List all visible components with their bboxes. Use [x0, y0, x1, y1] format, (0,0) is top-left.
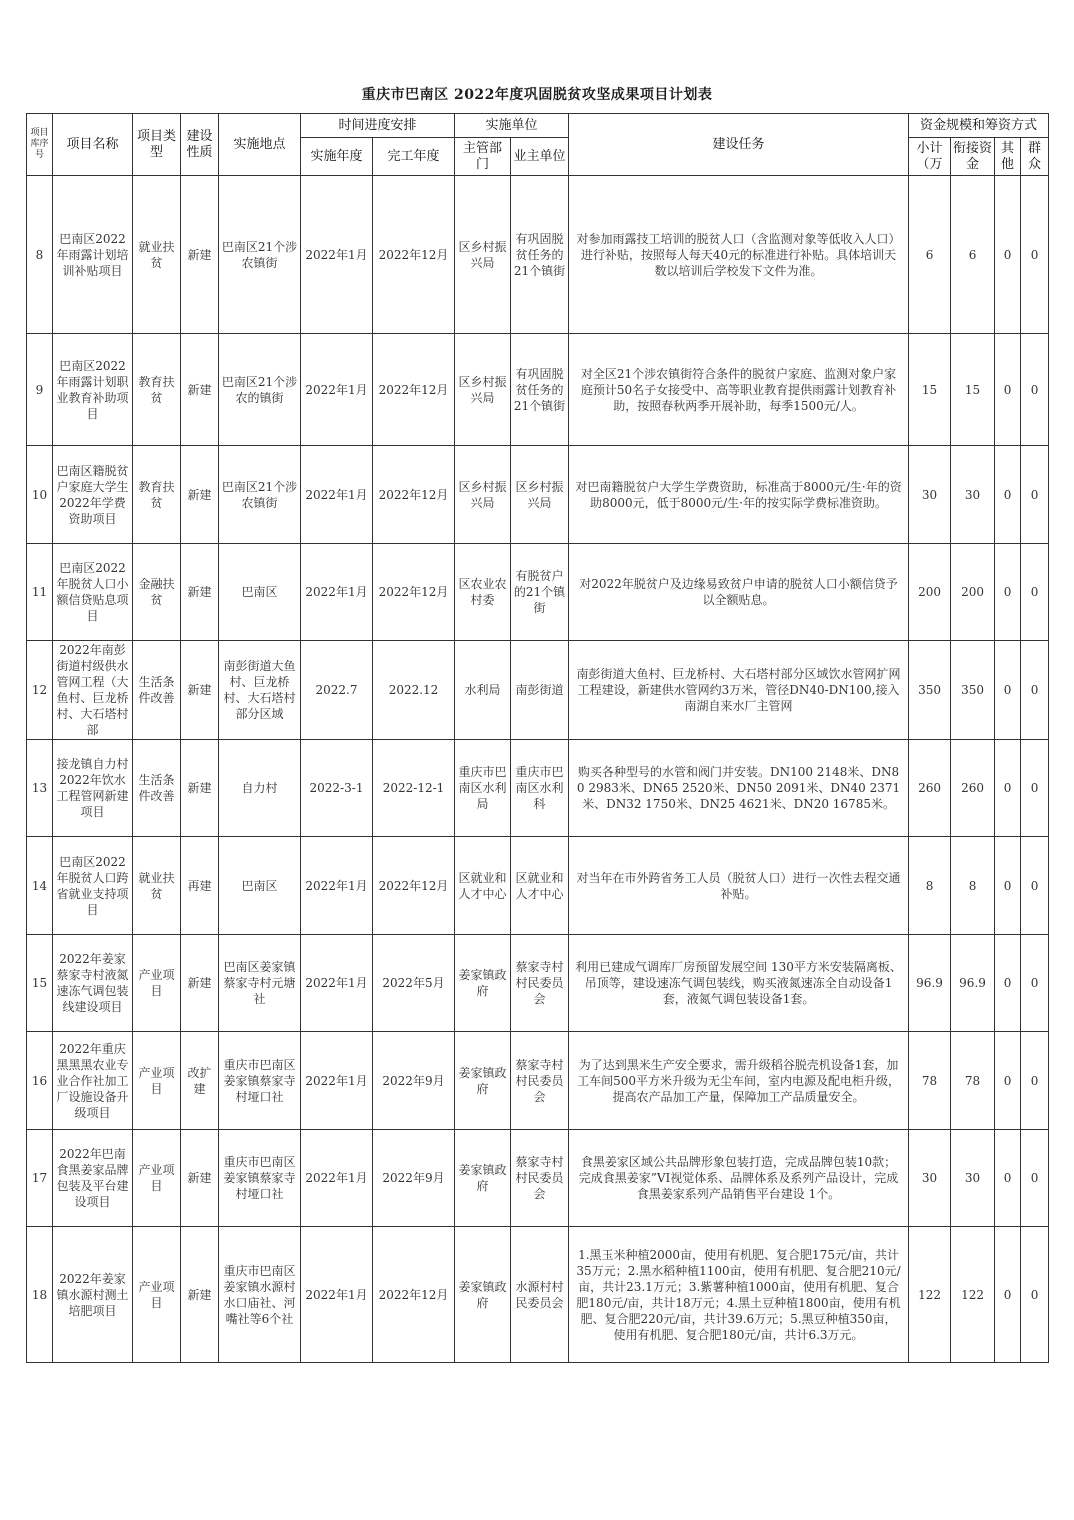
cell-location: 巴南区姜家镇蔡家寺村元塘社: [219, 935, 301, 1032]
cell-end: 2022年12月: [373, 334, 455, 446]
cell-connect: 122: [951, 1227, 995, 1363]
cell-end: 2022年12月: [373, 446, 455, 544]
cell-location: 重庆市巴南区姜家镇蔡家寺村垭口社: [219, 1032, 301, 1130]
cell-owner: 水源村村民委员会: [511, 1227, 569, 1363]
cell-type: 产业项目: [133, 935, 181, 1032]
cell-connect: 96.9: [951, 935, 995, 1032]
cell-nature: 新建: [181, 1130, 219, 1227]
cell-dept: 姜家镇政府: [455, 935, 511, 1032]
cell-end: 2022年9月: [373, 1130, 455, 1227]
header-unit: 实施单位: [455, 114, 569, 138]
header-owner: 业主单位: [511, 138, 569, 176]
cell-subtotal: 78: [909, 1032, 951, 1130]
cell-owner: 蔡家寺村村民委员会: [511, 935, 569, 1032]
cell-owner: 有脱贫户的21个镇街: [511, 544, 569, 641]
cell-nature: 新建: [181, 740, 219, 837]
cell-name: 巴南区2022年雨露计划职业教育补助项目: [53, 334, 133, 446]
cell-task: 南彭街道大鱼村、巨龙桥村、大石塔村部分区域饮水管网扩网工程建设，新建供水管网约3万米，管径DN40-DN100,接入南湖自来水厂主管网: [569, 641, 909, 740]
header-type: 项目类型: [133, 114, 181, 176]
header-connect: 衔接资金: [951, 138, 995, 176]
cell-task: 食黑姜家区域公共品牌形象包装打造，完成品牌包装10款；完成食黑姜家”VI视觉体系、品牌体系及系列产品设计，完成食黑姜家系列产品销售平台建设 1个。: [569, 1130, 909, 1227]
cell-nature: 新建: [181, 446, 219, 544]
cell-connect: 30: [951, 1130, 995, 1227]
cell-nature: 再建: [181, 837, 219, 935]
cell-location: 巴南区21个涉农镇街: [219, 176, 301, 334]
cell-mass: 0: [1021, 1032, 1049, 1130]
cell-dept: 姜家镇政府: [455, 1130, 511, 1227]
cell-dept: 水利局: [455, 641, 511, 740]
cell-subtotal: 260: [909, 740, 951, 837]
cell-connect: 6: [951, 176, 995, 334]
project-plan-table: [26, 113, 1049, 1363]
cell-location: 重庆市巴南区姜家镇蔡家寺村垭口社: [219, 1130, 301, 1227]
cell-start: 2022年1月: [301, 1130, 373, 1227]
table-row: [27, 1130, 1049, 1227]
cell-mass: 0: [1021, 334, 1049, 446]
table-row: [27, 1227, 1049, 1363]
cell-name: 巴南区籍脱贫户家庭大学生2022年学费资助项目: [53, 446, 133, 544]
cell-other: 0: [995, 1130, 1021, 1227]
cell-connect: 260: [951, 740, 995, 837]
cell-nature: 改扩建: [181, 1032, 219, 1130]
cell-other: 0: [995, 740, 1021, 837]
cell-subtotal: 15: [909, 334, 951, 446]
cell-other: 0: [995, 641, 1021, 740]
cell-start: 2022年1月: [301, 935, 373, 1032]
header-name: 项目名称: [53, 114, 133, 176]
cell-mass: 0: [1021, 641, 1049, 740]
cell-subtotal: 122: [909, 1227, 951, 1363]
cell-other: 0: [995, 544, 1021, 641]
cell-nature: 新建: [181, 641, 219, 740]
cell-owner: 有巩固脱贫任务的21个镇街: [511, 334, 569, 446]
cell-location: 巴南区: [219, 837, 301, 935]
cell-task: 1.黑玉米种植2000亩，使用有机肥、复合肥175元/亩，共计35万元；2.黑水稻种植1100亩，使用有机肥、复合肥210元/亩，共计23.1万元；3.紫薯种植1000亩，使用有机肥、复合肥180元/亩，共计18万元；4.黑土豆种植1800亩，使用有机肥、复合肥220元/亩，共计39.6万元；5.黑豆种植350亩，使用有机肥、复合肥180元/亩，共计6.3万元。: [569, 1227, 909, 1363]
cell-owner: 有巩固脱贫任务的21个镇街: [511, 176, 569, 334]
cell-connect: 30: [951, 446, 995, 544]
header-mass: 群众: [1021, 138, 1049, 176]
table-row: [27, 176, 1049, 334]
cell-other: 0: [995, 176, 1021, 334]
cell-subtotal: 6: [909, 176, 951, 334]
cell-type: 产业项目: [133, 1130, 181, 1227]
cell-type: 教育扶贫: [133, 334, 181, 446]
header-id: 项目库序号: [27, 114, 53, 176]
cell-end: 2022年12月: [373, 176, 455, 334]
cell-mass: 0: [1021, 1130, 1049, 1227]
cell-type: 生活条件改善: [133, 740, 181, 837]
cell-start: 2022年1月: [301, 446, 373, 544]
cell-location: 巴南区21个涉农的镇街: [219, 334, 301, 446]
cell-end: 2022年9月: [373, 1032, 455, 1130]
cell-id: 13: [27, 740, 53, 837]
header-start-year: 实施年度: [301, 138, 373, 176]
cell-type: 生活条件改善: [133, 641, 181, 740]
cell-subtotal: 200: [909, 544, 951, 641]
cell-nature: 新建: [181, 176, 219, 334]
cell-connect: 15: [951, 334, 995, 446]
cell-task: 购买各种型号的水管和阀门并安装。DN100 2148米、DN80 2983米、DN65 2520米、DN50 2091米、DN40 2371米、DN32 1750米、DN25 4621米、DN20 16785米。: [569, 740, 909, 837]
cell-dept: 区农业农村委: [455, 544, 511, 641]
cell-end: 2022年12月: [373, 544, 455, 641]
cell-start: 2022年1月: [301, 1032, 373, 1130]
cell-dept: 区乡村振兴局: [455, 176, 511, 334]
cell-end: 2022.12: [373, 641, 455, 740]
cell-name: 2022年姜家蔡家寺村液氮速冻气调包装线建设项目: [53, 935, 133, 1032]
cell-type: 就业扶贫: [133, 176, 181, 334]
table-row: [27, 334, 1049, 446]
cell-location: 巴南区: [219, 544, 301, 641]
cell-mass: 0: [1021, 740, 1049, 837]
cell-location: 重庆市巴南区姜家镇水源村水口庙社、河嘴社等6个社: [219, 1227, 301, 1363]
header-other: 其他: [995, 138, 1021, 176]
cell-id: 16: [27, 1032, 53, 1130]
header-subtotal: 小计（万: [909, 138, 951, 176]
header-task: 建设任务: [569, 114, 909, 176]
cell-owner: 蔡家寺村村民委员会: [511, 1130, 569, 1227]
cell-id: 12: [27, 641, 53, 740]
table-row: [27, 1032, 1049, 1130]
table-row: [27, 740, 1049, 837]
cell-id: 17: [27, 1130, 53, 1227]
table-row: [27, 641, 1049, 740]
cell-id: 11: [27, 544, 53, 641]
cell-end: 2022年12月: [373, 837, 455, 935]
cell-start: 2022.7: [301, 641, 373, 740]
header-location: 实施地点: [219, 114, 301, 176]
cell-type: 金融扶贫: [133, 544, 181, 641]
cell-id: 15: [27, 935, 53, 1032]
cell-start: 2022年1月: [301, 176, 373, 334]
header-end-year: 完工年度: [373, 138, 455, 176]
cell-nature: 新建: [181, 544, 219, 641]
cell-location: 自力村: [219, 740, 301, 837]
cell-connect: 200: [951, 544, 995, 641]
cell-end: 2022年12月: [373, 1227, 455, 1363]
cell-id: 8: [27, 176, 53, 334]
cell-name: 2022年姜家镇水源村测土培肥项目: [53, 1227, 133, 1363]
cell-subtotal: 96.9: [909, 935, 951, 1032]
header-dept: 主管部门: [455, 138, 511, 176]
cell-start: 2022-3-1: [301, 740, 373, 837]
cell-owner: 南彭街道: [511, 641, 569, 740]
cell-subtotal: 8: [909, 837, 951, 935]
cell-mass: 0: [1021, 544, 1049, 641]
cell-dept: 姜家镇政府: [455, 1227, 511, 1363]
cell-task: 对当年在市外跨省务工人员（脱贫人口）进行一次性去程交通补贴。: [569, 837, 909, 935]
cell-owner: 蔡家寺村村民委员会: [511, 1032, 569, 1130]
cell-subtotal: 30: [909, 446, 951, 544]
cell-subtotal: 350: [909, 641, 951, 740]
page-title: 重庆市巴南区 2022年度巩固脱贫攻坚成果项目计划表: [361, 87, 713, 103]
cell-mass: 0: [1021, 176, 1049, 334]
cell-location: 巴南区21个涉农镇街: [219, 446, 301, 544]
cell-task: 利用已建成气调库厂房预留发展空间 130平方米安装隔离板、吊顶等，建设速冻气调包装线，购买液氮速冻全自动设备1套，液氮气调包装设备1套。: [569, 935, 909, 1032]
cell-subtotal: 30: [909, 1130, 951, 1227]
header-funds: 资金规模和筹资方式: [909, 114, 1049, 138]
cell-dept: 重庆市巴南区水利局: [455, 740, 511, 837]
cell-name: 巴南区2022年脱贫人口小额信贷贴息项目: [53, 544, 133, 641]
cell-dept: 姜家镇政府: [455, 1032, 511, 1130]
cell-other: 0: [995, 1032, 1021, 1130]
cell-start: 2022年1月: [301, 837, 373, 935]
cell-mass: 0: [1021, 935, 1049, 1032]
cell-connect: 8: [951, 837, 995, 935]
cell-type: 就业扶贫: [133, 837, 181, 935]
cell-type: 产业项目: [133, 1227, 181, 1363]
cell-type: 教育扶贫: [133, 446, 181, 544]
cell-id: 18: [27, 1227, 53, 1363]
table-row: [27, 935, 1049, 1032]
cell-mass: 0: [1021, 446, 1049, 544]
cell-id: 9: [27, 334, 53, 446]
cell-other: 0: [995, 334, 1021, 446]
cell-mass: 0: [1021, 1227, 1049, 1363]
cell-task: 对参加雨露技工培训的脱贫人口（含监测对象等低收入人口）进行补贴，按照每人每天40元的标准进行补贴。具体培训天数以培训后学校发下文件为准。: [569, 176, 909, 334]
cell-start: 2022年1月: [301, 334, 373, 446]
cell-owner: 区就业和人才中心: [511, 837, 569, 935]
cell-name: 2022年巴南食黑姜家品牌包装及平台建设项目: [53, 1130, 133, 1227]
cell-end: 2022-12-1: [373, 740, 455, 837]
cell-task: 对全区21个涉农镇街符合条件的脱贫户家庭、监测对象户家庭预计50名子女接受中、高等职业教育提供雨露计划教育补助，按照春秋两季开展补助，每季1500元/人。: [569, 334, 909, 446]
cell-other: 0: [995, 935, 1021, 1032]
cell-name: 巴南区2022年脱贫人口跨省就业支持项目: [53, 837, 133, 935]
table-row: [27, 446, 1049, 544]
cell-nature: 新建: [181, 1227, 219, 1363]
cell-task: 为了达到黑米生产安全要求，需升级稻谷脱壳机设备1套，加工车间500平方米升级为无尘车间，室内电源及配电柜升级，提高农产品加工产量，保障加工产品质量安全。: [569, 1032, 909, 1130]
cell-nature: 新建: [181, 334, 219, 446]
cell-name: 巴南区2022年雨露计划培训补贴项目: [53, 176, 133, 334]
cell-task: 对2022年脱贫户及边缘易致贫户申请的脱贫人口小额信贷予以全额贴息。: [569, 544, 909, 641]
cell-other: 0: [995, 837, 1021, 935]
table-row: [27, 837, 1049, 935]
table-row: [27, 544, 1049, 641]
cell-other: 0: [995, 1227, 1021, 1363]
cell-name: 2022年重庆黑黑黑农业专业合作社加工厂设施设备升级项目: [53, 1032, 133, 1130]
cell-location: 南彭街道大鱼村、巨龙桥村、大石塔村部分区域: [219, 641, 301, 740]
cell-connect: 78: [951, 1032, 995, 1130]
cell-task: 对巴南籍脱贫户大学生学费资助，标准高于8000元/生·年的资助8000元，低于8000元/生·年的按实际学费标准资助。: [569, 446, 909, 544]
cell-id: 10: [27, 446, 53, 544]
cell-other: 0: [995, 446, 1021, 544]
cell-owner: 重庆市巴南区水利科: [511, 740, 569, 837]
cell-end: 2022年5月: [373, 935, 455, 1032]
cell-connect: 350: [951, 641, 995, 740]
header-nature: 建设性质: [181, 114, 219, 176]
cell-dept: 区就业和人才中心: [455, 837, 511, 935]
cell-dept: 区乡村振兴局: [455, 446, 511, 544]
cell-mass: 0: [1021, 837, 1049, 935]
header-schedule: 时间进度安排: [301, 114, 455, 138]
cell-owner: 区乡村振兴局: [511, 446, 569, 544]
cell-name: 接龙镇自力村2022年饮水工程管网新建项目: [53, 740, 133, 837]
cell-nature: 新建: [181, 935, 219, 1032]
cell-type: 产业项目: [133, 1032, 181, 1130]
cell-id: 14: [27, 837, 53, 935]
cell-name: 2022年南彭街道村级供水管网工程（大鱼村、巨龙桥村、大石塔村部: [53, 641, 133, 740]
cell-start: 2022年1月: [301, 544, 373, 641]
cell-dept: 区乡村振兴局: [455, 334, 511, 446]
cell-start: 2022年1月: [301, 1227, 373, 1363]
